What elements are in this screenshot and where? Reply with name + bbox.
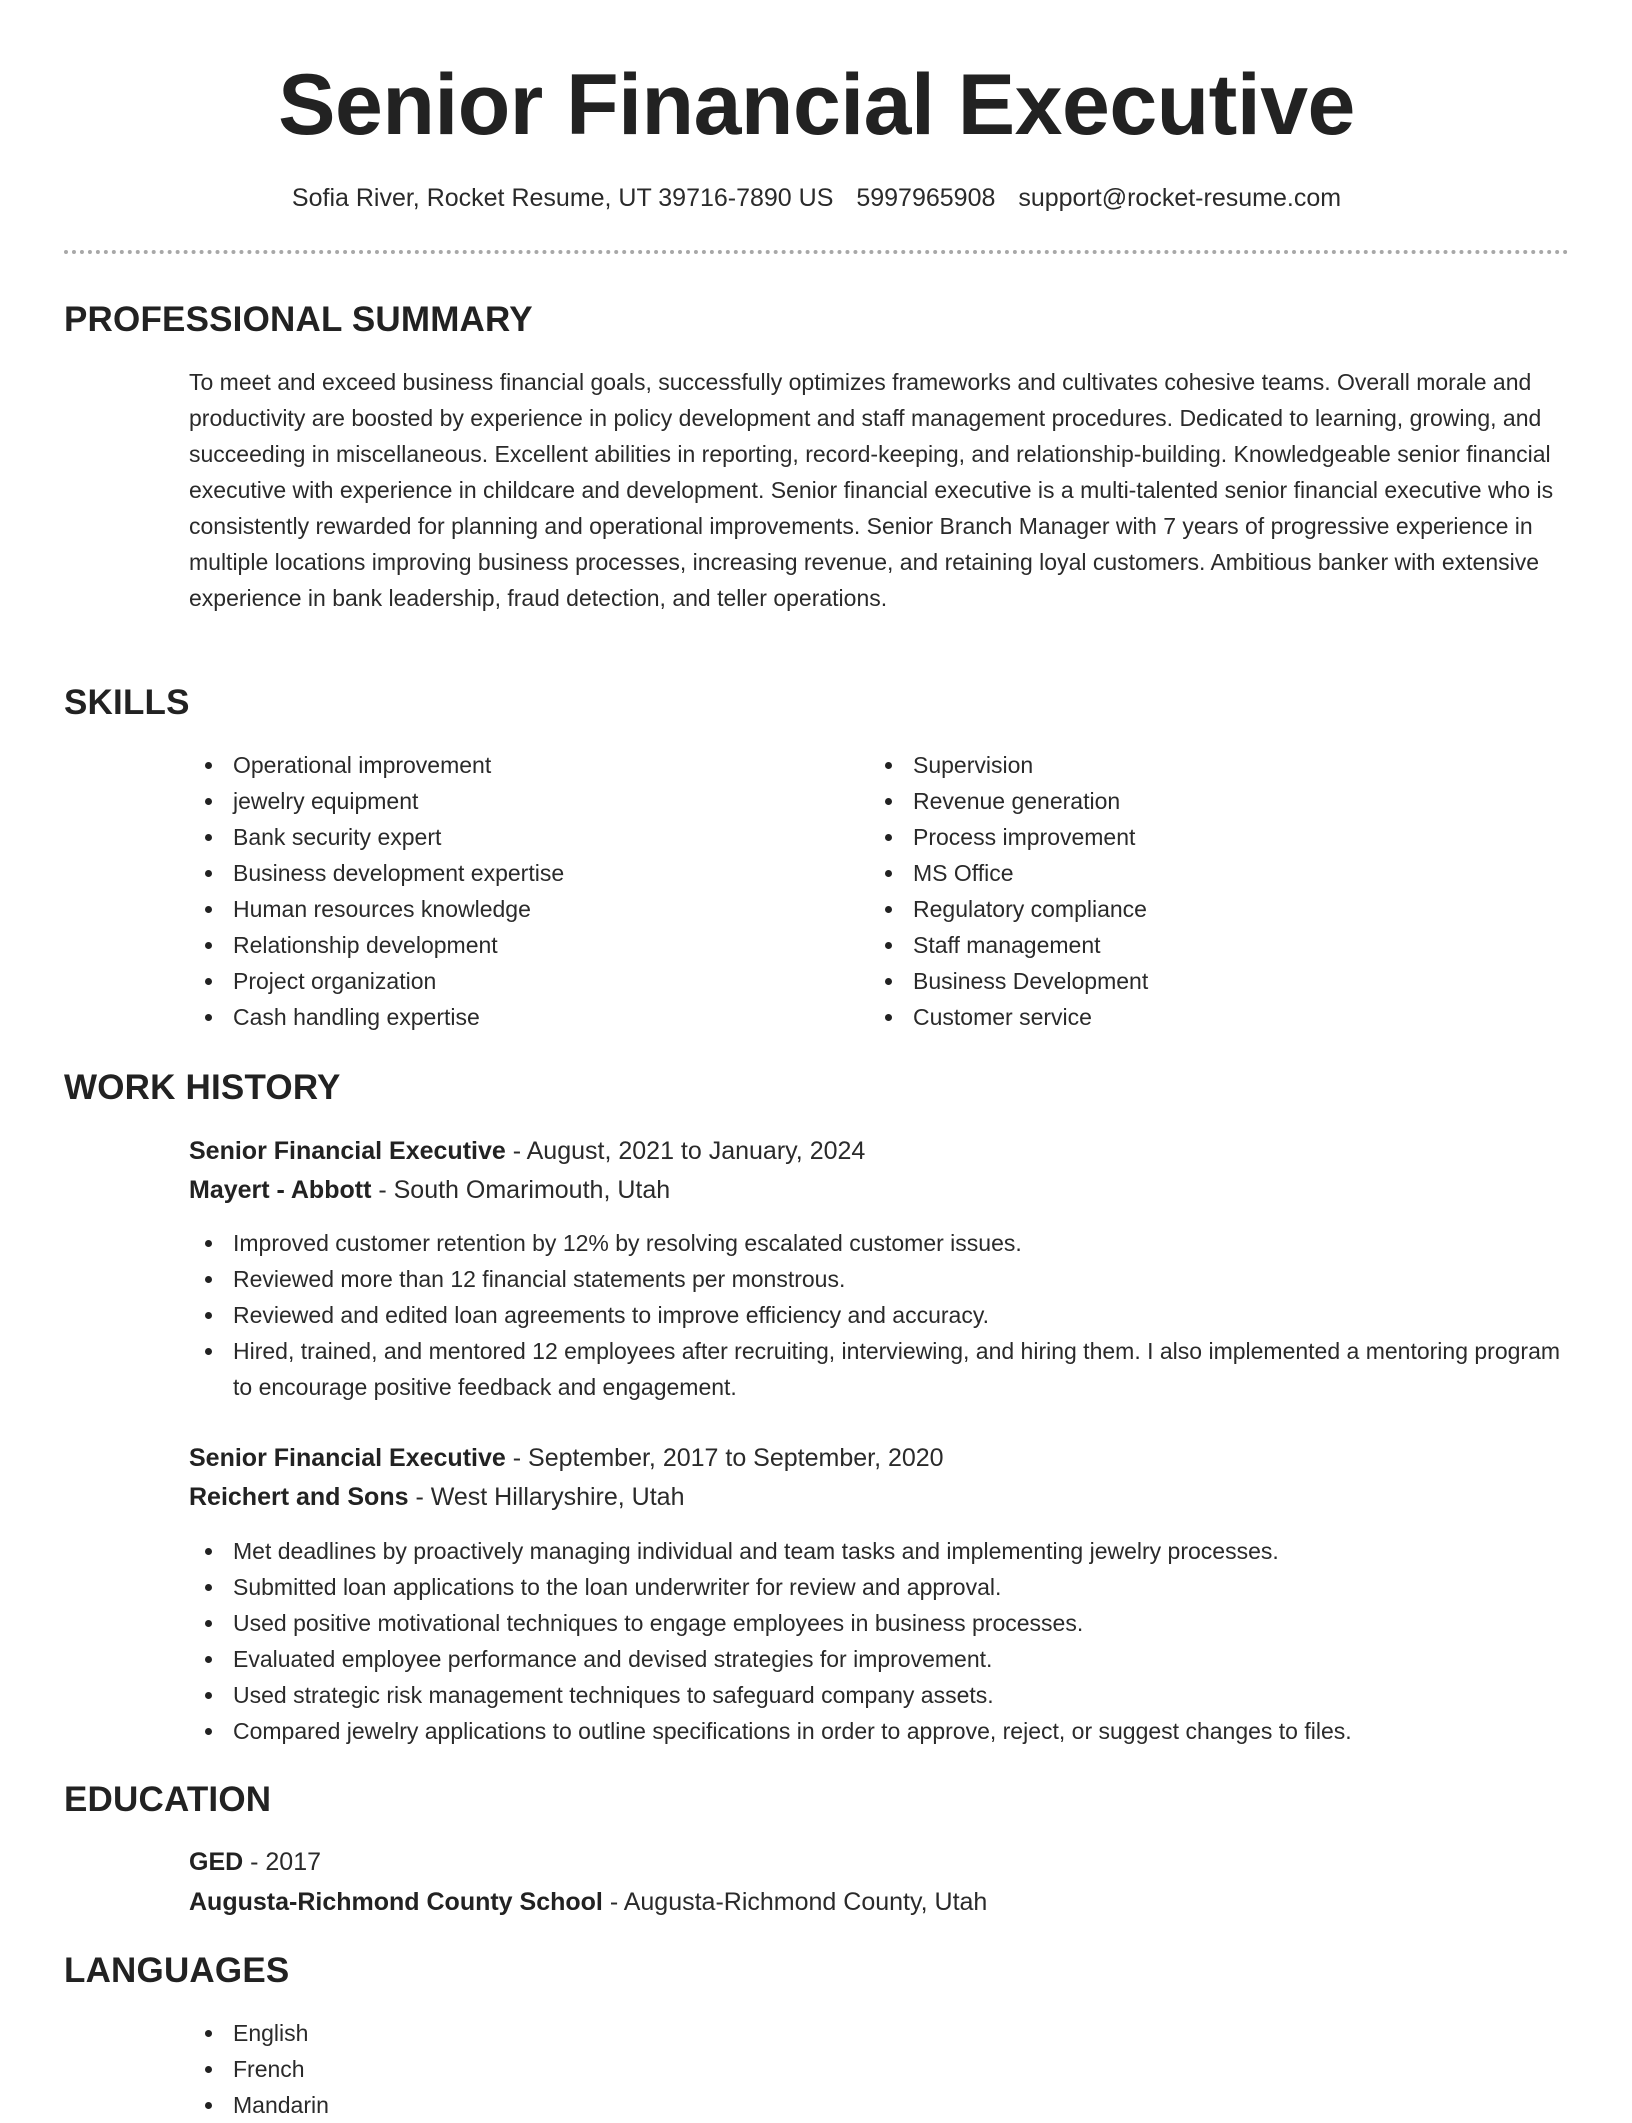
job-company-line [189,1173,670,1207]
education-heading: EDUCATION [64,1780,272,1819]
skill-item: Staff management [869,927,1509,963]
skill-item: Process improvement [869,819,1509,855]
education-school: Augusta-Richmond County School [189,1888,603,1916]
skill-item: Bank security expert [189,819,829,855]
resume-name: Senior Financial Executive [278,57,1355,153]
job-location: - West Hillaryshire, Utah [408,1483,685,1511]
skills-list-right [869,747,1509,1035]
header-divider [64,250,1569,254]
skill-item: Business development expertise [189,855,829,891]
job-company: Mayert - Abbott [189,1176,372,1204]
skill-item: Relationship development [189,927,829,963]
education-degree: GED [189,1848,244,1876]
job-bullet: Evaluated employee performance and devised strategies for improvement. [189,1641,1569,1677]
skill-item: Operational improvement [189,747,829,783]
skill-item: Business Development [869,963,1509,999]
education-school-line [189,1885,987,1919]
job-bullet: Reviewed and edited loan agreements to improve efficiency and accuracy. [189,1297,1569,1333]
education-location: - Augusta-Richmond County, Utah [602,1888,988,1916]
work-heading: WORK HISTORY [64,1068,341,1107]
job-bullet: Hired, trained, and mentored 12 employees after recruiting, interviewing, and hiring them. I also implemented a mentoring program to encourage positive feedback and engagement. [189,1333,1569,1405]
job-company: Reichert and Sons [189,1483,409,1511]
skill-item: Revenue generation [869,783,1509,819]
summary-text: To meet and exceed business financial goals, successfully optimizes frameworks and cultivates cohesive teams. Overall morale and productivity are boosted by experience in policy development and staff management procedures. Dedicated to learning, growing, and succeeding in miscellaneous. Excellent abilities in reporting, record-keeping, and relationship-building. Knowledgeable senior financial executive with experience in childcare and development. Senior financial executive is a multi-talented senior financial executive who is consistently rewarded for planning and operational improvements. Senior Branch Manager with 7 years of progressive experience in multiple locations improving business processes, increasing revenue, and retaining loyal customers. Ambitious banker with extensive experience in bank leadership, fraud detection, and teller operations. [189,369,1554,611]
language-item: English [189,2015,1569,2051]
job-dates: - August, 2021 to January, 2024 [505,1137,866,1165]
summary-heading: PROFESSIONAL SUMMARY [64,300,533,339]
job-bullet: Reviewed more than 12 financial statements per monstrous. [189,1261,1569,1297]
education-degree-line [189,1845,321,1879]
skill-item: Customer service [869,999,1509,1035]
job-company-line [189,1480,685,1514]
skill-item: Project organization [189,963,829,999]
job-bullet: Used positive motivational techniques to engage employees in business processes. [189,1605,1569,1641]
job-location: - South Omarimouth, Utah [371,1176,671,1204]
job-bullet: Met deadlines by proactively managing individual and team tasks and implementing jewelry processes. [189,1533,1569,1569]
education-year: - 2017 [243,1848,322,1876]
job-title-line [189,1134,865,1168]
job-dates: - September, 2017 to September, 2020 [505,1444,944,1472]
job-bullets [189,1225,1569,1405]
contact-email: support@rocket-resume.com [1018,184,1342,212]
resume-page [64,0,1569,2118]
language-item: Mandarin [189,2087,1569,2123]
job-title-line [189,1441,944,1475]
skills-heading: SKILLS [64,683,190,722]
contact-line [64,182,1569,214]
job-role: Senior Financial Executive [189,1444,506,1472]
job-bullet: Improved customer retention by 12% by resolving escalated customer issues. [189,1225,1569,1261]
contact-address: Sofia River, Rocket Resume, UT 39716-7890 US [291,184,834,212]
skill-item: Supervision [869,747,1509,783]
job-bullets [189,1533,1569,1749]
job-bullet: Compared jewelry applications to outline specifications in order to approve, reject, or suggest changes to files. [189,1713,1569,1749]
job-bullet: Used strategic risk management techniques to safeguard company assets. [189,1677,1569,1713]
skill-item: Human resources knowledge [189,891,829,927]
skill-item: Regulatory compliance [869,891,1509,927]
languages-heading: LANGUAGES [64,1951,290,1990]
job-bullet: Submitted loan applications to the loan underwriter for review and approval. [189,1569,1569,1605]
skill-item: MS Office [869,855,1509,891]
job-role: Senior Financial Executive [189,1137,506,1165]
skill-item: jewelry equipment [189,783,829,819]
skill-item: Cash handling expertise [189,999,829,1035]
language-item: French [189,2051,1569,2087]
contact-phone: 5997965908 [856,184,996,212]
languages-list [189,2015,1569,2123]
skills-list-left [189,747,829,1035]
